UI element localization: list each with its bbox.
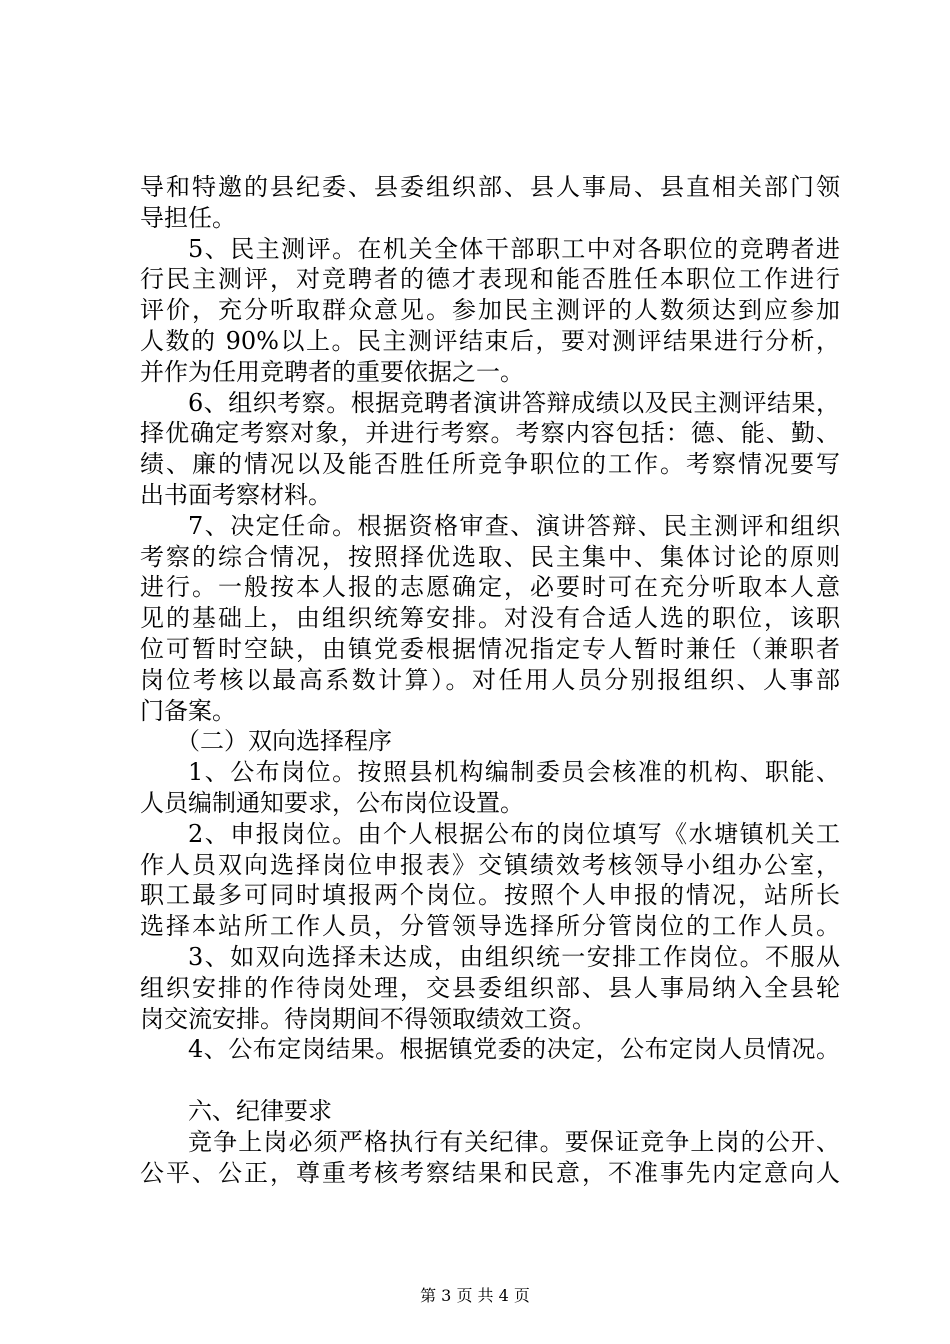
text-line: 岗位考核以最高系数计算）。对任用人员分别报组织、人事部: [140, 665, 840, 694]
blank-line: [140, 1065, 840, 1096]
text-line: 导担任。: [140, 203, 236, 232]
text-line: 考察的综合情况，按照择优选取、民主集中、集体讨论的原则: [140, 542, 840, 571]
text-line: 1、公布岗位。按照县机构编制委员会核准的机构、职能、: [188, 758, 840, 787]
text-line: 7、决定任命。根据资格审查、演讲答辩、民主测评和组织: [188, 511, 840, 540]
text-line: 职工最多可同时填报两个岗位。按照个人申报的情况，站所长: [140, 881, 840, 910]
text-line: 并作为任用竞聘者的重要依据之一。: [140, 357, 524, 386]
text-line: 组织安排的作待岗处理，交县委组织部、县人事局纳入全县轮: [140, 973, 840, 1002]
text-line: 岗交流安排。待岗期间不得领取绩效工资。: [140, 1004, 596, 1033]
page-footer: [0, 1286, 950, 1306]
text-line: 绩、廉的情况以及能否胜任所竞争职位的工作。考察情况要写: [140, 450, 840, 479]
text-line: 导和特邀的县纪委、县委组织部、县人事局、县直相关部门领: [140, 173, 840, 201]
text-line: 六、纪律要求: [188, 1097, 332, 1126]
text-line: 3、如双向选择未达成，由组织统一安排工作岗位。不服从: [188, 942, 840, 971]
page-number: 第 3 页 共 4 页: [420, 1286, 530, 1305]
text-line: 见的基础上，由组织统筹安排。对没有合适人选的职位，该职: [140, 604, 840, 633]
text-line: 公平、公正，尊重考核考察结果和民意，不准事先内定意向人: [140, 1158, 840, 1187]
text-line: （二）双向选择程序: [176, 727, 392, 756]
document-body: [140, 172, 840, 1189]
text-line: 2、申报岗位。由个人根据公布的岗位填写《水塘镇机关工: [188, 819, 840, 848]
text-line: 5、民主测评。在机关全体干部职工中对各职位的竞聘者进: [188, 234, 840, 263]
text-line: 出书面考察材料。: [140, 480, 332, 509]
text-line: 6、组织考察。根据竞聘者演讲答辩成绩以及民主测评结果，: [188, 388, 840, 417]
text-line: 人员编制通知要求，公布岗位设置。: [140, 788, 524, 817]
text-line: 评价，充分听取群众意见。参加民主测评的人数须达到应参加: [140, 296, 840, 325]
text-line: 门备案。: [140, 696, 236, 725]
text-line: 竞争上岗必须严格执行有关纪律。要保证竞争上岗的公开、: [188, 1127, 840, 1156]
text-line: 4、公布定岗结果。根据镇党委的决定，公布定岗人员情况。: [188, 1035, 840, 1064]
text-line: 人数的 90%以上。民主测评结束后，要对测评结果进行分析，: [140, 326, 840, 355]
text-line: 选择本站所工作人员，分管领导选择所分管岗位的工作人员。: [140, 912, 840, 941]
text-line: 作人员双向选择岗位申报表》交镇绩效考核领导小组办公室，: [140, 850, 840, 879]
text-line: 行民主测评，对竞聘者的德才表现和能否胜任本职位工作进行: [140, 265, 840, 294]
text-line: 进行。一般按本人报的志愿确定，必要时可在充分听取本人意: [140, 573, 840, 602]
text-line: 位可暂时空缺，由镇党委根据情况指定专人暂时兼任（兼职者: [140, 634, 840, 663]
text-line: 择优确定考察对象，并进行考察。考察内容包括：德、能、勤、: [140, 419, 840, 448]
